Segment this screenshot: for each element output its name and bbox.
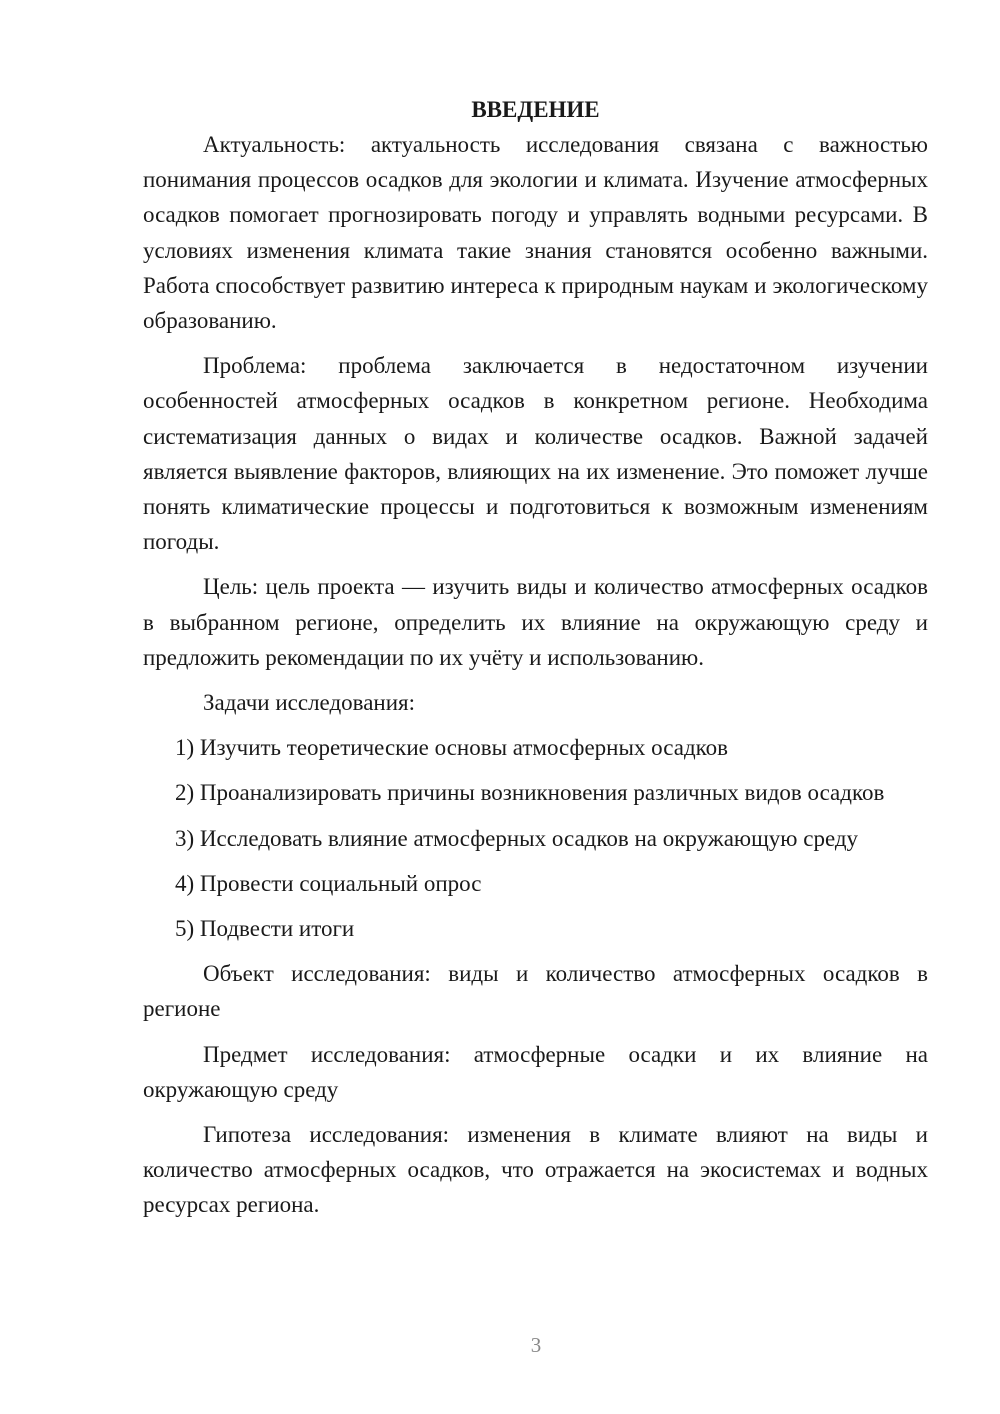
object-paragraph: Объект исследования: виды и количество атмосферных осадков в регионе — [143, 961, 928, 1022]
relevance-paragraph: Актуальность: актуальность исследования связана с важностью понимания процессов осадков для экологии и климата. Изучение атмосферных осадков помогает прогнозировать погоду и управлять водными ресурсами. В условиях изменения климата такие знания становятся особенно важными. Работа способствует развитию интереса к природным наукам и экологическому образованию. — [143, 132, 928, 334]
page-number: 3 — [530, 1333, 542, 1357]
subject-paragraph: Предмет исследования: атмосферные осадки и их влияние на окружающую среду — [143, 1041, 928, 1102]
list-item: 1) Изучить теоретические основы атмосферных осадков — [175, 735, 729, 761]
list-item: 4) Провести социальный опрос — [175, 870, 482, 896]
tasks-heading: Задачи исследования: — [203, 690, 416, 716]
list-item: 2) Проанализировать причины возникновения различных видов осадков — [175, 780, 885, 806]
document-page — [143, 92, 928, 1223]
page-title: ВВЕДЕНИЕ — [471, 97, 600, 122]
hypothesis-paragraph: Гипотеза исследования: изменения в климате влияют на виды и количество атмосферных осадков, что отражается на экосистемах и водных ресурсах региона. — [143, 1122, 928, 1218]
list-item: 5) Подвести итоги — [175, 916, 355, 942]
list-item: 3) Исследовать влияние атмосферных осадков на окружающую среду — [175, 825, 859, 851]
goal-paragraph: Цель: цель проекта — изучить виды и количество атмосферных осадков в выбранном регионе, определить их влияние на окружающую среду и предложить рекомендации по их учёту и использованию. — [143, 574, 928, 670]
tasks-list — [143, 730, 928, 946]
problem-paragraph: Проблема: проблема заключается в недостаточном изучении особенностей атмосферных осадков в конкретном регионе. Необходима систематизация данных о видах и количестве осадков. Важной задачей является выявление факторов, влияющих на их изменение. Это поможет лучше понять климатические процессы и подготовиться к возможным изменениям погоды. — [143, 353, 928, 555]
